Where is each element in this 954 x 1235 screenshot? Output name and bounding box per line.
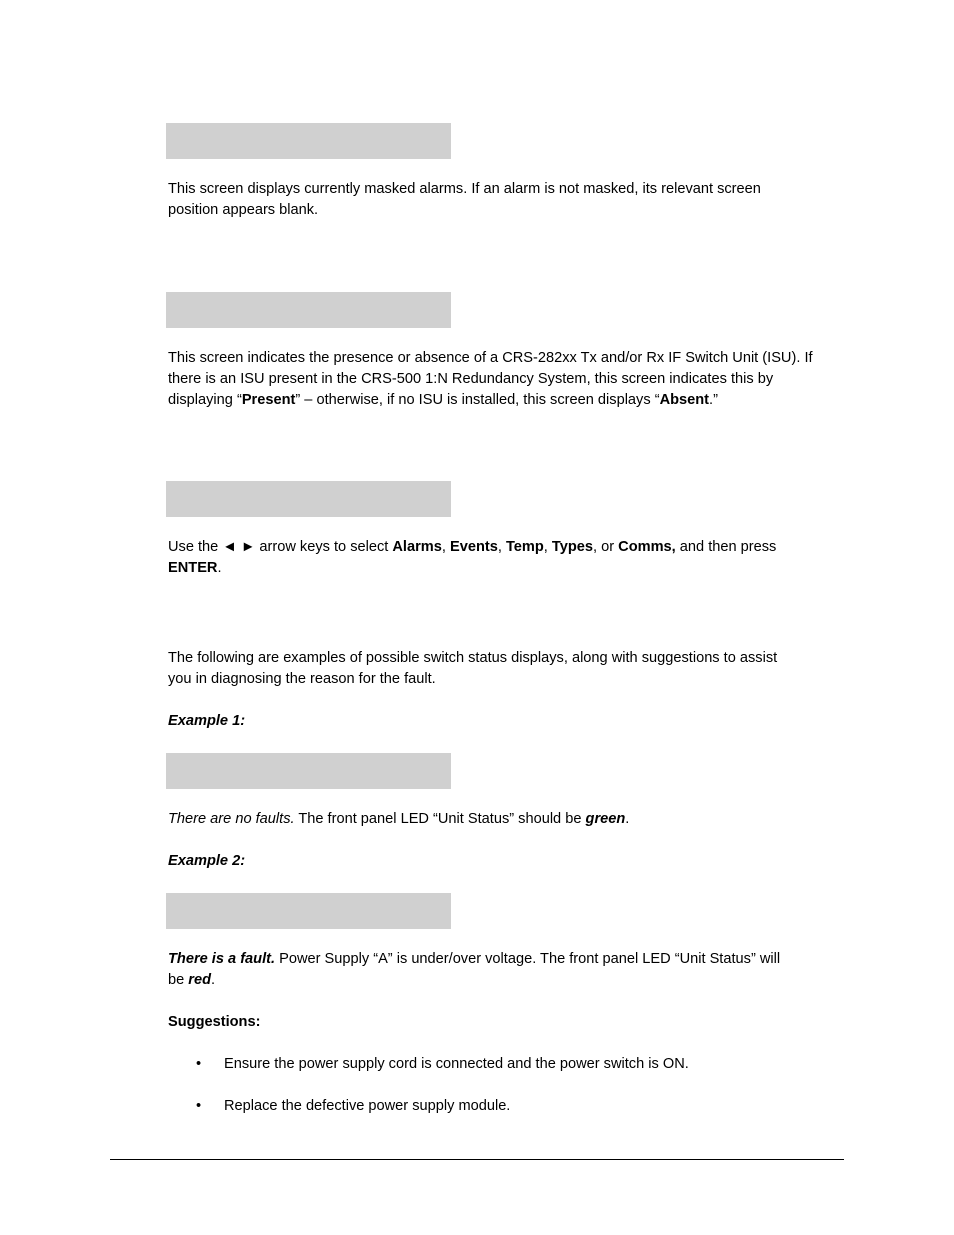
events-keyword: Events [449, 539, 498, 555]
text-run: . [625, 811, 630, 827]
paragraph-line: you in diagnosing the reason for the fault. [168, 671, 436, 687]
temp-keyword: Temp [505, 539, 544, 555]
paragraph-line: This screen displays currently masked alarms. If an alarm is not masked, its relevant screen [168, 181, 761, 197]
paragraph-line: The following are examples of possible switch status displays, along with suggestions to assist [168, 650, 778, 666]
paragraph-line: position appears blank. [168, 202, 319, 218]
heading-text: Suggestions: [168, 1014, 261, 1030]
present-keyword: Present [241, 392, 296, 408]
text-run: ” – otherwise, if no ISU is installed, this screen displays “ [295, 392, 660, 408]
text-run: arrow keys to select [255, 539, 393, 555]
example-1-heading [168, 711, 842, 732]
lcd-display-example-2 [166, 893, 451, 929]
text-run: . [211, 972, 216, 988]
text-run: Power Supply “A” is under/over voltage. The front panel LED “Unit Status” will [275, 951, 781, 967]
text-run: , [441, 539, 450, 555]
text-run: . [217, 560, 222, 576]
no-faults-text: There are no faults. [168, 811, 295, 827]
lcd-display-example-1 [166, 753, 451, 789]
bullet-icon: • [196, 1056, 202, 1072]
example-2-heading [168, 851, 842, 872]
paragraph-select [168, 537, 842, 579]
enter-keyword: ENTER [168, 560, 218, 576]
text-run: The front panel LED “Unit Status” should be [294, 811, 586, 827]
footer-divider [110, 1159, 844, 1160]
paragraph-line: there is an ISU present in the CRS-500 1:N Redundancy System, this screen indicates this by [168, 371, 774, 387]
lcd-display-masked-alarms [166, 123, 451, 159]
list-item-text: Ensure the power supply cord is connected and the power switch is ON. [224, 1056, 689, 1072]
red-keyword: red [188, 972, 212, 988]
comms-keyword: Comms, [618, 539, 676, 555]
absent-keyword: Absent [659, 392, 710, 408]
text-run: , or [593, 539, 619, 555]
lcd-display-isu [166, 292, 451, 328]
text-run: be [168, 972, 189, 988]
paragraph-isu [168, 348, 842, 411]
text-run: , [543, 539, 552, 555]
left-right-arrows-icon: ◄ ► [222, 539, 256, 555]
text-run: and then press [675, 539, 777, 555]
text-run: displaying “ [168, 392, 242, 408]
types-keyword: Types [551, 539, 594, 555]
paragraph-example-1 [168, 809, 842, 830]
suggestions-heading [168, 1012, 842, 1033]
heading-text: Example 2: [168, 853, 246, 869]
text-run: .” [709, 392, 718, 408]
lcd-display-select [166, 481, 451, 517]
list-item-text: Replace the defective power supply module. [224, 1098, 511, 1114]
text-run: , [497, 539, 506, 555]
bullet-icon: • [196, 1098, 202, 1114]
paragraph-example-2 [168, 949, 842, 991]
text-run: Use the [168, 539, 223, 555]
heading-text: Example 1: [168, 713, 246, 729]
green-keyword: green [585, 811, 626, 827]
is-fault-text: There is a fault. [168, 951, 276, 967]
paragraph-intro [168, 648, 842, 690]
paragraph-line: This screen indicates the presence or absence of a CRS-282xx Tx and/or Rx IF Switch Unit (ISU). If [168, 350, 813, 366]
paragraph-masked-alarms [168, 179, 842, 221]
alarms-keyword: Alarms [392, 539, 442, 555]
